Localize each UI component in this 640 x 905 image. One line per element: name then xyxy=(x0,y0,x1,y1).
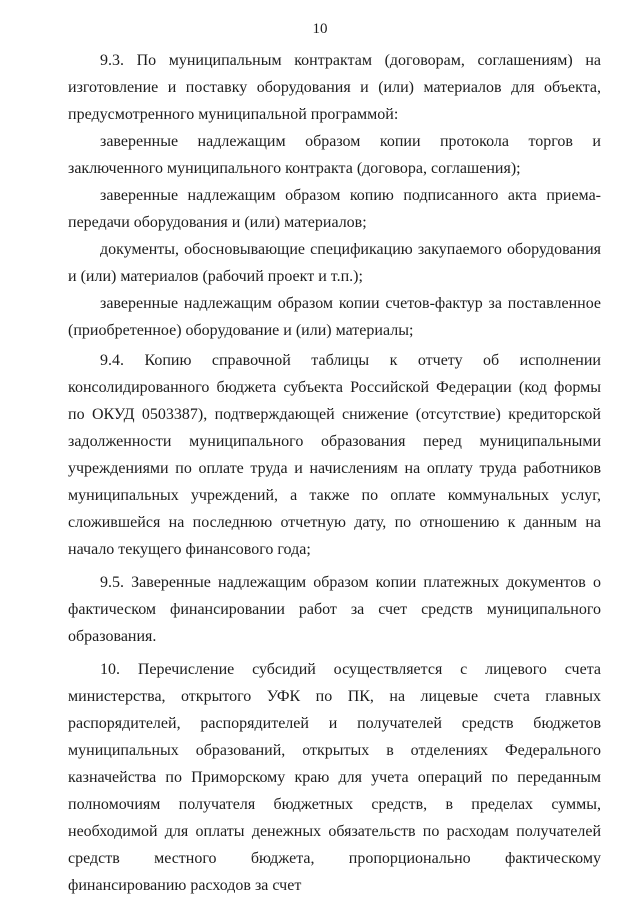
paragraph-9-4: 9.4. Копию справочной таблицы к отчету об исполнении консолидированного бюджета субъекта Российской Федерации (код формы по ОКУД 0503387), подтверждающей снижение (отсутствие) кредиторской задолженности муниципального образования перед муниципальными учреждениями по оплате труда и начислениям на оплату труда работников муниципальных учреждений, а также по оплате коммунальных услуг, сложившейся на последнюю отчетную дату, по отношению к данным на начало текущего финансового года; xyxy=(68,352,601,558)
paragraph-specification-docs: документы, обосновывающие спецификацию закупаемого оборудования и (или) материалов (рабочий проект и т.п.); xyxy=(68,241,601,285)
page-number: 10 xyxy=(312,21,328,37)
paragraph-10: 10. Перечисление субсидий осуществляется с лицевого счета министерства, открытого УФК по ПК, на лицевые счета главных распорядителей, распорядителей и получателей средств бюджетов муниципальных образований, открытых в отделениях Федерального казначейства по Приморскому краю для учета операций по переданным полномочиям получателя бюджетных средств, в пределах суммы, необходимой для оплаты денежных обязательств по расходам получателей средств местного бюджета, пропорционально фактическому финансированию расходов за счет xyxy=(68,661,601,894)
paragraph-copies-protocol: заверенные надлежащим образом копии протокола торгов и заключенного муниципального контракта (договора, соглашения); xyxy=(68,133,601,177)
document-body xyxy=(68,47,601,899)
paragraph-invoice-copies: заверенные надлежащим образом копии счетов-фактур за поставленное (приобретенное) оборудование и (или) материалы; xyxy=(68,295,601,339)
paragraph-9-5: 9.5. Заверенные надлежащим образом копии платежных документов о фактическом финансировании работ за счет средств муниципального образования. xyxy=(68,574,601,645)
paragraph-copy-acceptance-act: заверенные надлежащим образом копию подписанного акта приема-передачи оборудования и (или) материалов; xyxy=(68,187,601,231)
paragraph-9-3: 9.3. По муниципальным контрактам (договорам, соглашениям) на изготовление и поставку оборудования и (или) материалов для объекта, предусмотренного муниципальной программой: xyxy=(68,52,601,123)
